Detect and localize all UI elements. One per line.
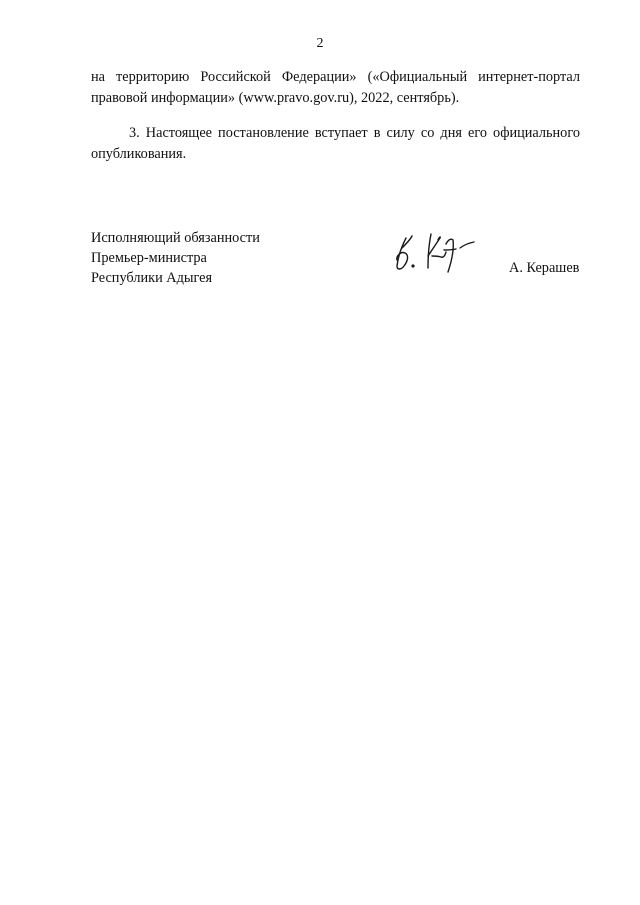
position-line: Республики Адыгея xyxy=(91,270,213,286)
paragraph-line: 3. Настоящее постановление вступает в силу со дня его официального xyxy=(129,125,580,141)
signatory-position xyxy=(91,228,260,288)
paragraph-line: правовой информации» (www.pravo.gov.ru), 2022, сентябрь). xyxy=(91,90,460,106)
paragraph-clause-3 xyxy=(91,123,580,165)
paragraph-line: опубликования. xyxy=(91,146,187,162)
handwritten-signature xyxy=(388,226,488,278)
position-line: Исполняющий обязанности xyxy=(91,230,260,246)
position-line: Премьер-министра xyxy=(91,250,207,266)
page-number: 2 xyxy=(316,36,324,51)
signer-name: А. Керашев xyxy=(509,260,580,276)
paragraph-continuation xyxy=(91,67,580,109)
paragraph-line: на территорию Российской Федерации» («Официальный интернет-портал xyxy=(91,69,580,85)
